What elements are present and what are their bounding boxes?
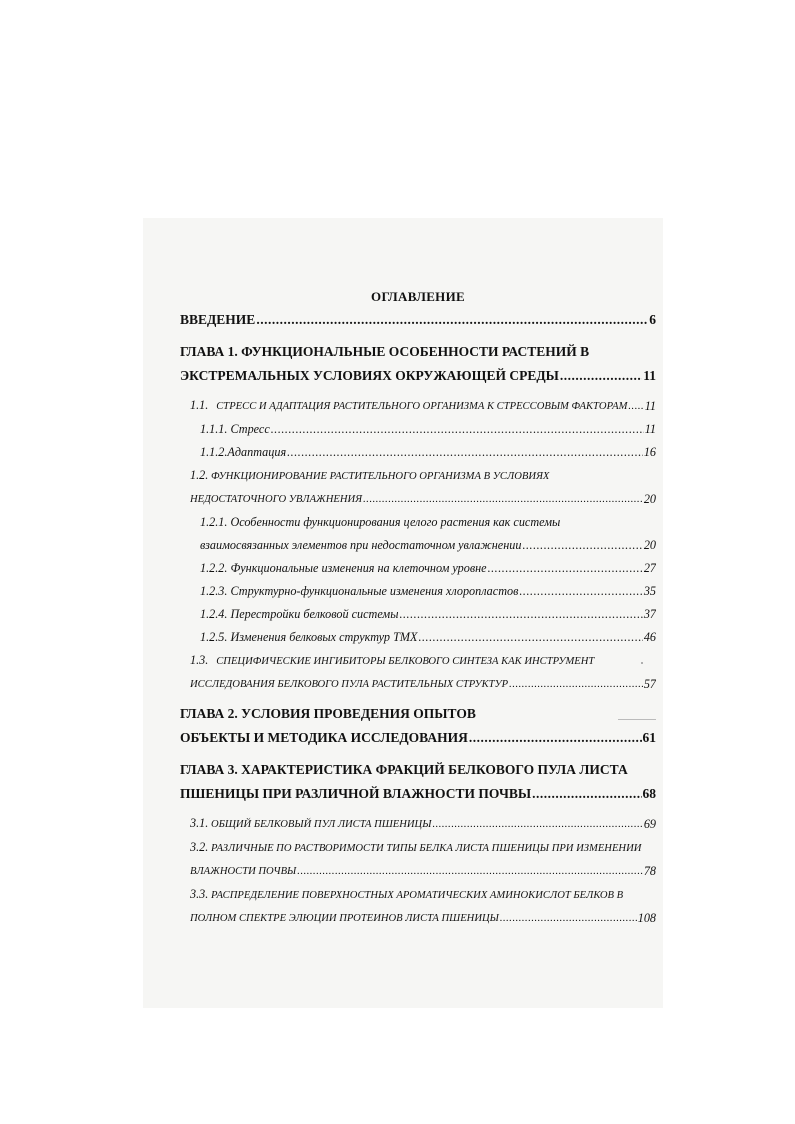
toc-entry-text: ОБЩИЙ БЕЛКОВЫЙ ПУЛ ЛИСТА ПШЕНИЦЫ xyxy=(210,819,432,830)
dot-leader xyxy=(560,364,642,388)
section-number: 3.3. xyxy=(190,887,209,901)
toc-entry-text: 1.2.3. Структурно-функциональные изменения хлоропластов xyxy=(200,584,519,598)
toc-entry-3-1[interactable] xyxy=(180,812,656,836)
toc-entry-text-line1: ГЛАВА 1. ФУНКЦИОНАЛЬНЫЕ ОСОБЕННОСТИ РАСТЕНИЙ В xyxy=(180,344,590,359)
toc-entry-1-2-1[interactable] xyxy=(180,511,656,557)
toc-entry-text-line1: 1.2.1. Особенности функционирования целого растения как системы xyxy=(200,515,561,529)
toc-entry-text-line1: РАЗЛИЧНЫЕ ПО РАСТВОРИМОСТИ ТИПЫ БЕЛКА ЛИСТА ПШЕНИЦЫ ПРИ ИЗМЕНЕНИИ xyxy=(210,843,642,854)
toc-page-number: 6 xyxy=(649,312,656,327)
section-number: 3.1. xyxy=(190,816,209,830)
toc-entry-1-2[interactable] xyxy=(180,464,656,511)
toc-entry-text: ЭКСТРЕМАЛЬНЫХ УСЛОВИЯХ ОКРУЖАЮЩЕЙ СРЕДЫ xyxy=(180,368,559,383)
toc-entry-text: ВВЕДЕНИЕ xyxy=(180,312,256,327)
toc-page-number: 46 xyxy=(643,630,656,644)
toc-page-number: 20 xyxy=(643,492,656,506)
toc-page-number: 16 xyxy=(643,445,656,459)
dot-leader xyxy=(297,860,643,883)
toc-entry-1-1-1[interactable] xyxy=(180,418,656,441)
dot-leader xyxy=(418,626,642,649)
toc-page-number: 11 xyxy=(644,399,656,413)
toc-entry-text-line1: ФУНКЦИОНИРОВАНИЕ РАСТИТЕЛЬНОГО ОРГАНИЗМА В УСЛОВИЯХ xyxy=(210,471,550,482)
toc-page-number: 20 xyxy=(643,538,656,552)
toc-entry-1-2-3[interactable] xyxy=(180,580,656,603)
toc-entry-text: 1.1.2.Адаптация xyxy=(200,445,287,459)
toc-page-number: 61 xyxy=(642,730,656,745)
toc-entry-chapter-2[interactable] xyxy=(180,702,656,750)
toc-page-number: 69 xyxy=(643,817,656,831)
toc-page-number: 78 xyxy=(643,864,656,878)
dot-leader xyxy=(287,441,643,464)
toc-entry-3-2[interactable] xyxy=(180,836,656,883)
toc-entry-1-2-5[interactable] xyxy=(180,626,656,649)
toc-entry-1-3[interactable] xyxy=(180,649,656,696)
dot-leader xyxy=(399,603,642,626)
toc-entry-text-line1: СПЕЦИФИЧЕСКИЕ ИНГИБИТОРЫ БЕЛКОВОГО СИНТЕЗА КАК ИНСТРУМЕНТ xyxy=(216,656,595,667)
dot-leader xyxy=(363,488,643,511)
toc-page-number: 57 xyxy=(643,677,656,691)
toc-entry-1-1-2[interactable] xyxy=(180,441,656,464)
toc-entry-text: 1.2.4. Перестройки белковой системы xyxy=(200,607,399,621)
toc-entry-chapter-1[interactable] xyxy=(180,340,656,388)
toc-entry-text: ПОЛНОМ СПЕКТРЕ ЭЛЮЦИИ ПРОТЕИНОВ ЛИСТА ПШЕНИЦЫ xyxy=(190,913,499,924)
toc-page-number: 11 xyxy=(643,368,656,383)
toc-entry-text: ИССЛЕДОВАНИЯ БЕЛКОВОГО ПУЛА РАСТИТЕЛЬНЫХ СТРУКТУР xyxy=(190,679,509,690)
section-number: 3.2. xyxy=(190,840,209,854)
dot-leader xyxy=(271,418,644,441)
toc-entry-text: ПШЕНИЦЫ ПРИ РАЗЛИЧНОЙ ВЛАЖНОСТИ ПОЧВЫ xyxy=(180,786,532,801)
section-number: 1.2. xyxy=(190,468,209,482)
toc-page-number: 35 xyxy=(643,584,656,598)
toc-entry-text: ОБЪЕКТЫ И МЕТОДИКА ИССЛЕДОВАНИЯ xyxy=(180,730,468,745)
toc-entry-3-3[interactable] xyxy=(180,883,656,930)
dot-leader xyxy=(628,395,643,418)
table-of-contents xyxy=(180,286,656,930)
dot-leader xyxy=(509,673,643,696)
section-number: 1.3. xyxy=(190,653,209,667)
toc-entry-text: СТРЕСС И АДАПТАЦИЯ РАСТИТЕЛЬНОГО ОРГАНИЗМА К СТРЕССОВЫМ ФАКТОРАМ xyxy=(216,401,628,412)
section-number: 1.1. xyxy=(190,398,209,412)
scan-artifact-line xyxy=(618,719,656,720)
toc-page-number: 11 xyxy=(644,422,656,436)
toc-page-number: 27 xyxy=(643,561,656,575)
dot-leader xyxy=(522,534,642,557)
dot-leader xyxy=(256,308,648,332)
toc-entry-text: 1.2.2. Функциональные изменения на клеточном уровне xyxy=(200,561,487,575)
dot-leader xyxy=(432,813,642,836)
toc-title: ОГЛАВЛЕНИЕ xyxy=(371,289,465,304)
toc-entry-text-line1: РАСПРЕДЕЛЕНИЕ ПОВЕРХНОСТНЫХ АРОМАТИЧЕСКИХ АМИНОКИСЛОТ БЕЛКОВ В xyxy=(210,890,624,901)
scan-speck xyxy=(641,662,643,664)
toc-entry-text-line1: ГЛАВА 2. УСЛОВИЯ ПРОВЕДЕНИЯ ОПЫТОВ xyxy=(180,706,476,721)
toc-entry-text: НЕДОСТАТОЧНОГО УВЛАЖНЕНИЯ xyxy=(190,494,363,505)
toc-page-number: 68 xyxy=(642,786,656,801)
dot-leader xyxy=(519,580,642,603)
toc-entry-text-line1: ГЛАВА 3. ХАРАКТЕРИСТИКА ФРАКЦИЙ БЕЛКОВОГО ПУЛА ЛИСТА xyxy=(180,762,628,777)
dot-leader xyxy=(532,782,641,806)
toc-entry-text: 1.2.5. Изменения белковых структур ТМХ xyxy=(200,630,418,644)
toc-page-number: 108 xyxy=(637,911,656,925)
toc-entry-intro[interactable] xyxy=(180,308,656,332)
toc-entry-text: 1.1.1. Стресс xyxy=(200,422,270,436)
toc-page-number: 37 xyxy=(643,607,656,621)
toc-entry-text: взаимосвязанных элементов при недостаточном увлажнении xyxy=(200,538,522,552)
dot-leader xyxy=(500,907,637,930)
toc-entry-1-1[interactable] xyxy=(180,394,656,418)
dot-leader xyxy=(469,726,642,750)
toc-entry-1-2-4[interactable] xyxy=(180,603,656,626)
toc-entry-1-2-2[interactable] xyxy=(180,557,656,580)
toc-entry-chapter-3[interactable] xyxy=(180,758,656,806)
dot-leader xyxy=(488,557,643,580)
toc-entry-text: ВЛАЖНОСТИ ПОЧВЫ xyxy=(190,866,297,877)
